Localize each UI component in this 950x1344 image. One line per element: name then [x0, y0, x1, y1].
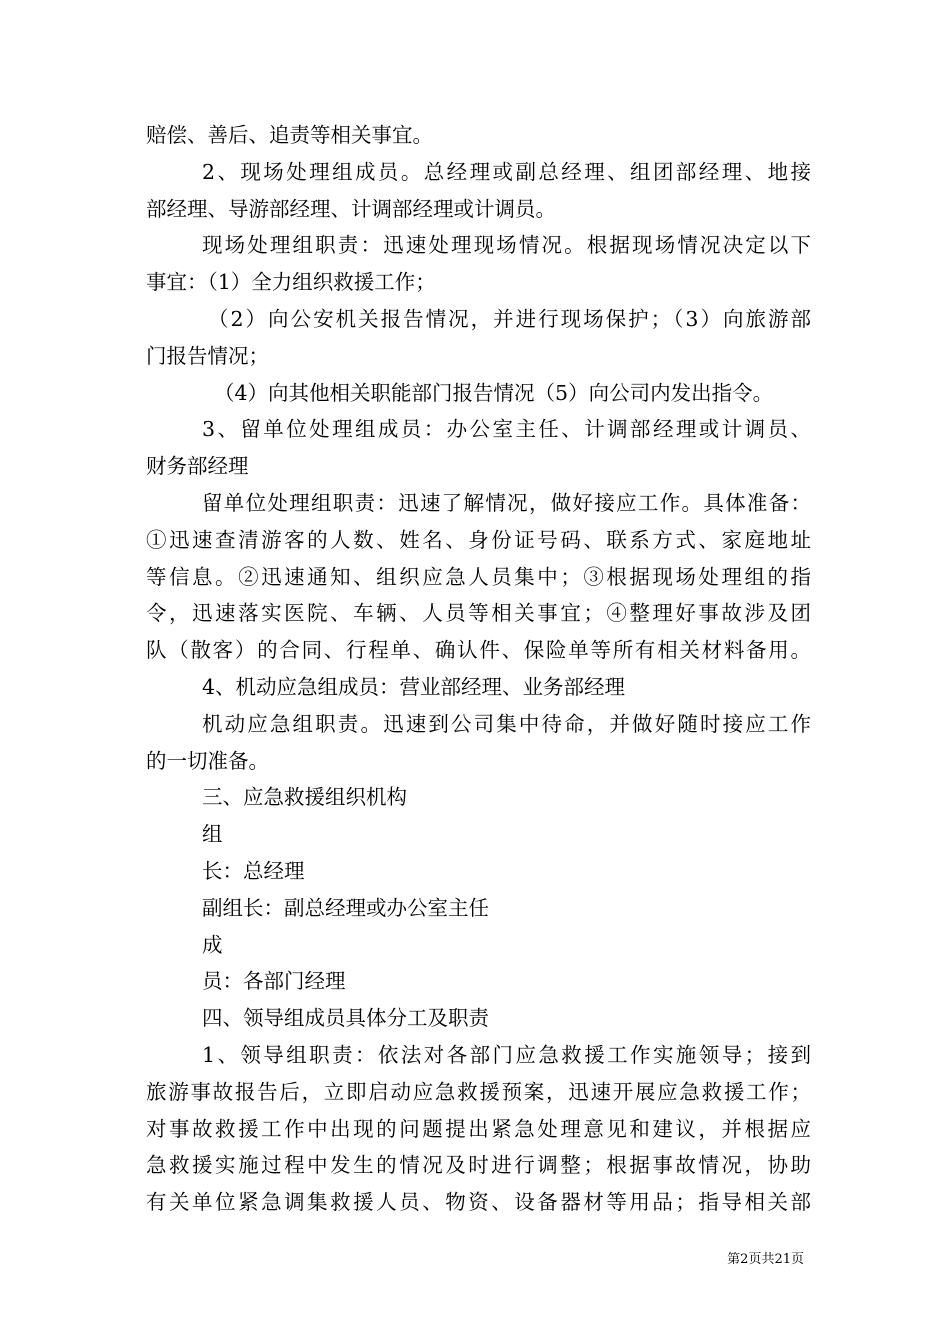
text-line: （2）向公安机关报告情况，并进行现场保护；（3）向旅游部 [208, 306, 811, 331]
text-line: 部经理、导游部经理、计调部经理或计调员。 [146, 196, 556, 221]
text-line: 的一切准备。 [146, 748, 269, 773]
text-line: 副组长：副总经理或办公室主任 [202, 895, 489, 920]
text-line: 队（散客）的合同、行程单、确认件、保险单等所有相关材料备用。 [146, 638, 811, 663]
text-line: 旅游事故报告后，立即启动应急救援预案，迅速开展应急救援工作； [146, 1079, 811, 1104]
section-heading: 四、领导组成员具体分工及职责 [202, 1006, 489, 1031]
text-line: 门报告情况； [146, 343, 269, 368]
text-line: 现场处理组职责：迅速处理现场情况。根据现场情况决定以下 [202, 233, 811, 258]
text-line: 组 [202, 822, 223, 847]
text-line: 机动应急组职责。迅速到公司集中待命，并做好随时接应工作 [202, 711, 811, 736]
text-line: 急救援实施过程中发生的情况及时进行调整；根据事故情况，协助 [146, 1153, 811, 1178]
text-line: 对事故救援工作中出现的问题提出紧急处理意见和建议，并根据应 [146, 1116, 811, 1141]
page-number: 第2页共21页 [727, 1252, 804, 1267]
text-line: 2、现场处理组成员。总经理或副总经理、组团部经理、地接 [202, 159, 811, 184]
text-line: 事宜：（1）全力组织救援工作； [146, 270, 436, 295]
text-line: 员：各部门经理 [202, 969, 346, 994]
text-line: 长：总经理 [202, 858, 305, 883]
text-line: 财务部经理 [146, 454, 249, 479]
document-body [146, 117, 811, 1221]
text-line: 3、留单位处理组成员：办公室主任、计调部经理或计调员、 [202, 417, 811, 442]
text-line: 令，迅速落实医院、车辆、人员等相关事宜；④整理好事故涉及团 [146, 601, 811, 626]
text-line: 4、机动应急组成员：营业部经理、业务部经理 [202, 674, 626, 699]
text-line: 成 [202, 932, 223, 957]
text-line: 留单位处理组职责：迅速了解情况，做好接应工作。具体准备： [202, 490, 811, 515]
text-line: 赔偿、善后、追责等相关事宜。 [146, 123, 433, 147]
section-heading: 三、应急救援组织机构 [202, 785, 407, 810]
text-line: 1、领导组职责：依法对各部门应急救援工作实施领导；接到 [202, 1042, 811, 1067]
text-line: 有关单位紧急调集救援人员、物资、设备器材等用品；指导相关部 [146, 1190, 811, 1215]
text-line: （4）向其他相关职能部门报告情况（5）向公司内发出指令。 [214, 380, 774, 405]
text-line: ①迅速查清游客的人数、姓名、身份证号码、联系方式、家庭地址 [146, 527, 811, 552]
text-line: 等信息。②迅速通知、组织应急人员集中；③根据现场处理组的指 [146, 564, 811, 589]
